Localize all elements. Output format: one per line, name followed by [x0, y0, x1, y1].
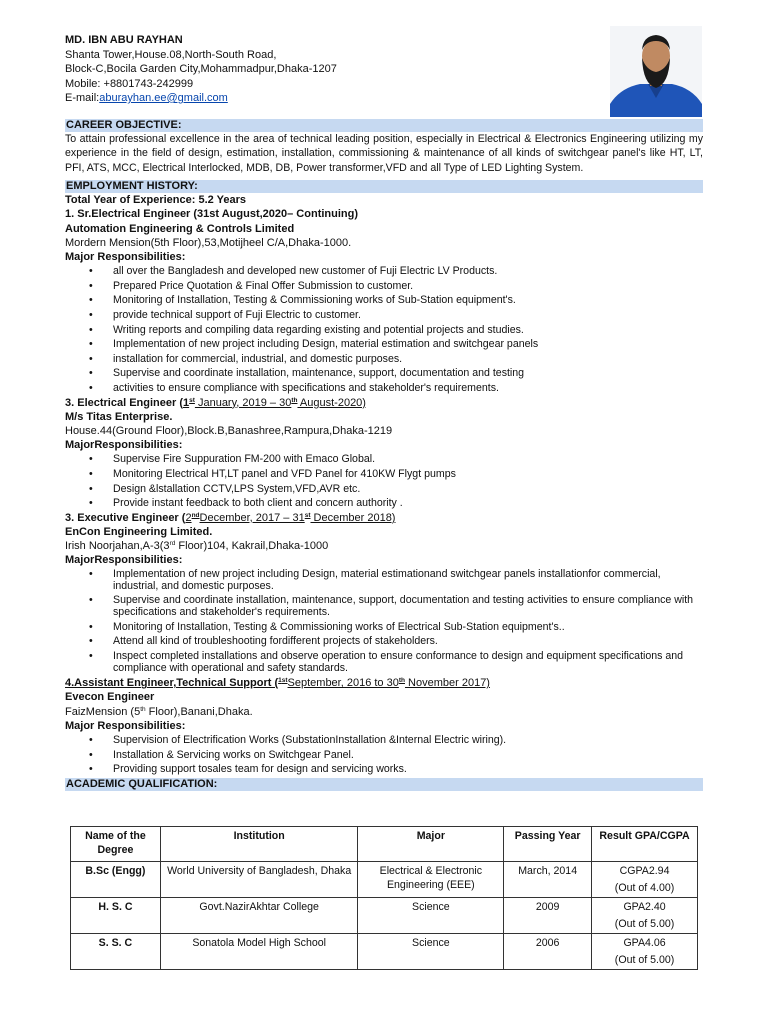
mobile-number: Mobile: +8801743-242999 [65, 77, 194, 90]
year-cell: March, 2014 [504, 862, 592, 898]
column-header: Major [358, 827, 504, 862]
list-item: • Design &lstallation CCTV,LPS System,VFD,AVR etc. [65, 482, 703, 497]
list-item: • installation for commercial, industrial, and domestic purposes. [65, 352, 703, 367]
candidate-name: MD. IBN ABU RAYHAN [65, 34, 183, 46]
job-1-address: Mordern Mension(5th Floor),53,Motijheel C/A,Dhaka-1000. [65, 236, 352, 249]
list-item: • activities to ensure compliance with specifications and stakeholder's requirements. [65, 381, 703, 396]
job-3-responsibilities-label: MajorResponsibilities: [65, 554, 183, 567]
institution-cell: Sonatola Model High School [160, 934, 358, 970]
major-cell: Science [358, 934, 504, 970]
job-4-address: FaizMension (5th Floor),Banani,Dhaka. [65, 705, 253, 718]
job-3-responsibilities [65, 568, 703, 674]
list-item: • Inspect completed installations and observe operation to ensure conformance to design and equipment specifications and compliance with operational and safety standards. [65, 650, 703, 674]
job-2-address: House.44(Ground Floor),Block.B,Banashree,Rampura,Dhaka-1219 [65, 424, 393, 437]
list-item: • Writing reports and compiling data regarding existing and potential projects and studies. [65, 323, 703, 338]
result-cell: GPA2.40 (Out of 5.00) [592, 898, 698, 934]
year-cell: 2006 [504, 934, 592, 970]
job-2-company: M/s Titas Enterprise. [65, 410, 173, 423]
address-line-1: Shanta Tower,House.08,North-South Road, [65, 48, 277, 61]
list-item: • Attend all kind of troubleshooting fordifferent projects of stakeholders. [65, 635, 703, 647]
degree-cell: B.Sc (Engg) [71, 862, 161, 898]
job-4-title: 4.Assistant Engineer,Technical Support ($^{1st}$September, 2016 to 30th November 2017) [65, 677, 490, 690]
table-row [71, 898, 698, 934]
list-item: • Installation & Servicing works on Switchgear Panel. [65, 748, 703, 763]
section-heading-employment: EMPLOYMENT HISTORY: [65, 180, 703, 193]
list-item: • provide technical support of Fuji Electric to customer. [65, 308, 703, 323]
list-item: • Prepared Price Quotation & Final Offer Submission to customer. [65, 279, 703, 294]
major-cell: Science [358, 898, 504, 934]
year-cell: 2009 [504, 898, 592, 934]
institution-cell: Govt.NazirAkhtar College [160, 898, 358, 934]
table-row [71, 862, 698, 898]
column-header: Name of the Degree [71, 827, 161, 862]
list-item: • all over the Bangladesh and developed new customer of Fuji Electric LV Products. [65, 264, 703, 279]
total-experience: Total Year of Experience: 5.2 Years [65, 194, 246, 207]
list-item: • Supervise and coordinate installation, maintenance, support, documentation and testing activities to ensure compliance with specifications and stakeholder's requirements. [65, 594, 703, 618]
degree-cell: S. S. C [71, 934, 161, 970]
list-item: • Providing support tosales team for design and servicing works. [65, 762, 703, 777]
list-item: • Monitoring Electrical HT,LT panel and VFD Panel for 410KW Flygt pumps [65, 467, 703, 482]
contact-header [65, 33, 605, 106]
email-link[interactable]: aburayhan.ee@gmail.com [99, 92, 228, 104]
job-2-title: 3. Electrical Engineer (1st January, 2019 – 30th August-2020) [65, 396, 366, 409]
job-4-responsibilities [65, 733, 703, 777]
section-heading-academic: ACADEMIC QUALIFICATION: [65, 778, 703, 791]
table-header-row [71, 827, 698, 862]
list-item: • Supervise Fire Suppuration FM-200 with Emaco Global. [65, 452, 703, 467]
job-4-responsibilities-label: Major Responsibilities: [65, 719, 186, 732]
institution-cell: World University of Bangladesh, Dhaka [160, 862, 358, 898]
list-item: • Supervision of Electrification Works (SubstationInstallation &Internal Electric wiring). [65, 733, 703, 748]
result-cell: GPA4.06 (Out of 5.00) [592, 934, 698, 970]
degree-cell: H. S. C [71, 898, 161, 934]
objective-text: To attain professional excellence in the area of technical leading position, especially in Electrical & Electronics Engineering utilizing my experience in the field of design, estimation, installation, commissioning & maintenance of all kinds of switchgear panel's like HT, LT, PFI, ATS, MCC, Electrical Interlocked, MDB, DB, Power transformer,VFD and all Type of LED Lighting System. [65, 133, 703, 174]
resume-body [65, 118, 703, 791]
list-item: • Monitoring of Installation, Testing & Commissioning works of Sub-Station equipment's. [65, 293, 703, 308]
list-item: • Monitoring of Installation, Testing & Commissioning works of Electrical Sub-Station equipment's.. [65, 621, 703, 633]
job-1-responsibilities [65, 264, 703, 395]
column-header: Passing Year [504, 827, 592, 862]
list-item: • Supervise and coordinate installation, maintenance, support, documentation and testing [65, 366, 703, 381]
job-3-company: EnCon Engineering Limited. [65, 525, 213, 538]
email-label: E-mail: [65, 92, 100, 104]
column-header: Institution [160, 827, 358, 862]
job-3-address: Irish Noorjahan,A-3(3rd Floor)104, Kakrail,Dhaka-1000 [65, 540, 329, 553]
email-line [65, 91, 605, 106]
column-header: Result GPA/CGPA [592, 827, 698, 862]
job-2-responsibilities-label: MajorResponsibilities: [65, 439, 183, 452]
result-cell: CGPA2.94 (Out of 4.00) [592, 862, 698, 898]
profile-photo [610, 26, 702, 117]
job-2-responsibilities [65, 452, 703, 510]
job-1-responsibilities-label: Major Responsibilities: [65, 251, 186, 264]
list-item: • Provide instant feedback to both client and concern authority . [65, 496, 703, 511]
academic-table [70, 826, 698, 970]
list-item: • Implementation of new project including Design, material estimation and switchgear panels [65, 337, 703, 352]
job-1-company: Automation Engineering & Controls Limited [65, 222, 295, 235]
address-line-2: Block-C,Bocila Garden City,Mohammadpur,Dhaka-1207 [65, 63, 337, 75]
section-heading-objective: CAREER OBJECTIVE: [65, 119, 703, 132]
job-3-title: 3. Executive Engineer (2ndDecember, 2017 – 31st December 2018) [65, 511, 396, 524]
list-item: • Implementation of new project including Design, material estimationand switchgear panels installationfor commercial, industrial, and domestic purposes. [65, 568, 703, 592]
job-4-company: Evecon Engineer [65, 691, 155, 704]
job-1-title: 1. Sr.Electrical Engineer (31st August,2020– Continuing) [65, 208, 359, 221]
major-cell: Electrical & Electronic Engineering (EEE) [358, 862, 504, 898]
table-row [71, 934, 698, 970]
